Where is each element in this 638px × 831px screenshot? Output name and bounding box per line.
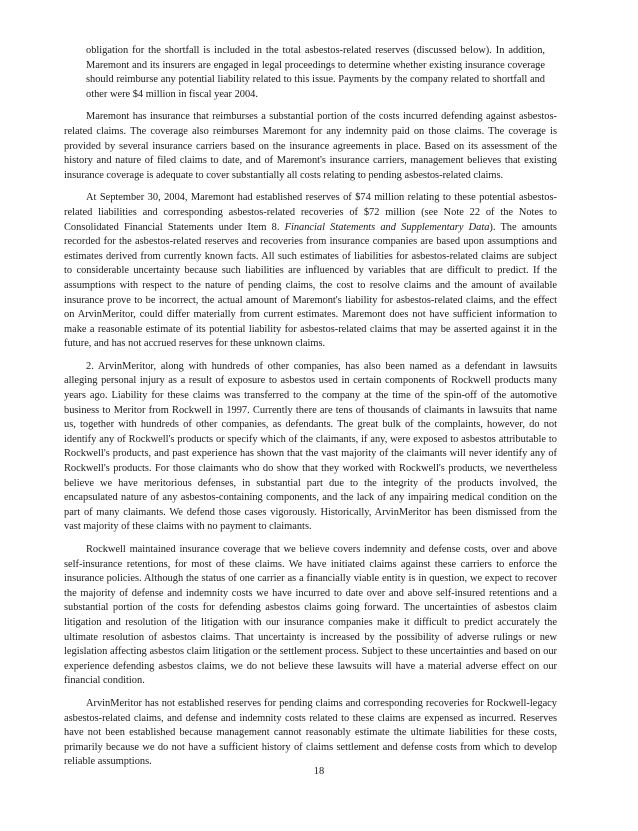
reserves-text-start: At September 30, 2004, Maremont had established reserves of $74 million relating to these potential asbestos-related liabilities and corresponding asbestos-related recoveries of $72 million (see Note 22 of the Notes to Consolidated Financial Statements under Item 8. [64, 192, 557, 233]
page-number: 18 [313, 766, 325, 777]
document-body [64, 44, 557, 778]
financial-statements-reference: Financial Statements and Supplementary Data [284, 221, 490, 233]
paragraph-maremont-reserves [64, 191, 557, 352]
reserves-text-end: ). The amounts recorded for the asbestos-related reserves and recoveries from insurance companies are based upon assumptions and estimates derived from currently known facts. All such estimates of liabilities for asbestos-related claims are subject to considerable uncertainty because such liabilities are influenced by variables that are difficult to predict. If the assumptions with respect to the nature of pending claims, the cost to resolve claims and the amount of available insurance prove to be incorrect, the actual amount of Maremont's liability for asbestos-related claims, and the effect on ArvinMeritor, could differ materially from current estimates. Maremont does not have sufficient information to make a reasonable estimate of its potential liability for asbestos-related claims that may be asserted against it in the future, and has not accrued reserves for these unknown claims. [64, 221, 557, 350]
paragraph-rockwell-reserves: ArvinMeritor has not established reserves for pending claims and corresponding recoveries for Rockwell-legacy asbestos-related claims, and defense and indemnity costs related to these claims are expensed as incurred. Reserves have not been established because management cannot reasonably estimate the ultimate liabilities for these costs, primarily because we do not have a sufficient history of claims settlement and defense costs from which to develop reliable assumptions. [64, 697, 557, 768]
paragraph-shortfall-obligation: obligation for the shortfall is included in the total asbestos-related reserves (discussed below). In addition, Maremont and its insurers are engaged in legal proceedings to determine whether existing insurance coverage should reimburse any potential liability related to this issue. Payments by the company related to shortfall and other were $4 million in fiscal year 2004. [86, 45, 545, 100]
paragraph-maremont-insurance: Maremont has insurance that reimburses a substantial portion of the costs incurred defending against asbestos-related claims. The coverage also reimburses Maremont for any indemnity paid on those claims. The coverage is provided by several insurance carriers based on the insurance agreements in place. Based on its assessment of the history and nature of filed claims to date, and of Maremont's insurance carriers, management believes that existing insurance coverage is adequate to cover substantially all costs relating to pending asbestos-related claims. [64, 111, 557, 181]
paragraph-rockwell-insurance: Rockwell maintained insurance coverage that we believe covers indemnity and defense costs, over and above self-insurance retentions, for most of these claims. We have initiated claims against these carriers to enforce the insurance policies. Although the status of one carrier as a financially viable entity is in question, we expect to recover the majority of defense and indemnity costs we have incurred to date over and above self-insured retentions and a substantial portion of the costs for defending asbestos claims going forward. The uncertainties of asbestos claim litigation and resolution of the litigation with our insurance companies make it difficult to predict accurately the ultimate resolution of asbestos claims. That uncertainty is increased by the possibility of adverse rulings or new legislation affecting asbestos claim litigation or the settlement process. Subject to these uncertainties and based on our experience defending asbestos claims, we do not believe these lawsuits will have a material adverse effect on our financial condition. [64, 544, 557, 687]
paragraph-arvinmeritor-lawsuits: 2. ArvinMeritor, along with hundreds of other companies, has also been named as a defendant in lawsuits alleging personal injury as a result of exposure to asbestos used in certain components of Rockwell products many years ago. Liability for these claims was transferred to the company at the time of the spin-off of the automotive business to Meritor from Rockwell in 1997. Currently there are tens of thousands of claimants in lawsuits that name us, together with hundreds of other companies, as defendants. The great bulk of the complaints, however, do not identify any of Rockwell's products or specify which of the claimants, if any, were exposed to asbestos attributable to Rockwell's products, and past experience has shown that the vast majority of the claimants will never identify any of Rockwell's products. For those claimants who do show that they worked with Rockwell's products, we nevertheless believe we have meritorious defenses, in substantial part due to the integrity of the products involved, the encapsulated nature of any asbestos-containing components, and the lack of any impairing medical condition on the part of many claimants. We defend those cases vigorously. Historically, ArvinMeritor has been dismissed from the vast majority of these claims with no payment to claimants. [64, 360, 557, 533]
